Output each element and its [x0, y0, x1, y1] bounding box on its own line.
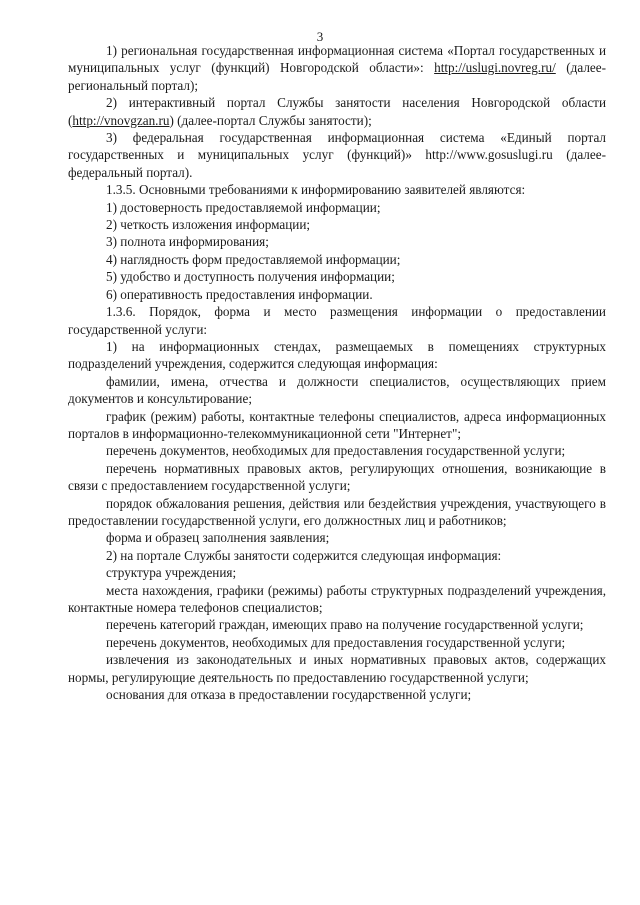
- paragraph-text: 1) региональная государственная информационная система «Портал государственных и муниципальных услуг (функций) Новгородской области»:: [68, 43, 606, 76]
- list-item: 4) наглядность форм предоставляемой информации;: [106, 251, 401, 267]
- list-item: график (режим) работы, контактные телефоны специалистов, адреса информационных порталов в информационно-телекоммуникационной сети "Интернет";: [68, 408, 606, 441]
- list-item: структура учреждения;: [106, 565, 237, 581]
- list-item: порядок обжалования решения, действия или бездействия учреждения, участвующего в предоставлении государственной услуги, его должностных лиц и работников;: [68, 495, 606, 528]
- list-item: 5) удобство и доступность получения информации;: [106, 269, 395, 285]
- paragraph-info-stands: 1) на информационных стендах, размещаемых в помещениях структурных подразделений учреждения, содержится следующая информация:: [68, 338, 606, 372]
- employment-portal-link[interactable]: http://vnovgzan.ru: [72, 112, 170, 128]
- paragraph-regional-portal: [68, 42, 606, 94]
- paragraph-federal-portal: 3) федеральная государственная информационная система «Единый портал государственных и муниципальных услуг (функций)» http://www.gosuslugi.ru (далее-федеральный портал).: [68, 130, 606, 180]
- paragraph-text: (далее-региональный портал);: [68, 60, 607, 93]
- list-item: 1) достоверность предоставляемой информации;: [106, 199, 381, 215]
- paragraph-employment-portal: [68, 94, 606, 129]
- list-item: основания для отказа в предоставлении государственной услуги;: [106, 687, 472, 703]
- regional-portal-link[interactable]: http://uslugi.novreg.ru/: [434, 60, 556, 76]
- list-item: фамилии, имена, отчества и должности специалистов, осуществляющих прием документов и консультирование;: [68, 373, 606, 407]
- paragraph-text: ) (далее-портал Службы занятости);: [169, 112, 372, 128]
- paragraph-text: 2) интерактивный портал Службы занятости населения Новгородской области (: [68, 95, 606, 128]
- list-item: перечень категорий граждан, имеющих право на получение государственной услуги;: [106, 617, 584, 633]
- list-item: извлечения из законодательных и иных нормативных правовых актов, содержащих нормы, регулирующие деятельность по предоставлению государственной услуги;: [68, 652, 606, 685]
- document-body: [68, 42, 606, 703]
- list-item: перечень документов, необходимых для предоставления государственной услуги;: [106, 634, 566, 650]
- paragraph-section-1-3-5: 1.3.5. Основными требованиями к информированию заявителей являются:: [106, 182, 526, 198]
- page-number: 3: [316, 29, 324, 44]
- list-item: перечень документов, необходимых для предоставления государственной услуги;: [106, 443, 566, 459]
- list-item: перечень нормативных правовых актов, регулирующих отношения, возникающие в связи с предоставлением государственной услуги;: [68, 460, 606, 494]
- paragraph-section-1-3-6: 1.3.6. Порядок, форма и место размещения информации о предоставлении государственной услуги:: [68, 304, 606, 337]
- list-item: форма и образец заполнения заявления;: [106, 530, 330, 546]
- list-item: 2) четкость изложения информации;: [106, 217, 311, 233]
- paragraph-portal-info: 2) на портале Службы занятости содержится следующая информация:: [106, 547, 502, 563]
- list-item: места нахождения, графики (режимы) работы структурных подразделений учреждения, контактные номера телефонов специалистов;: [68, 582, 606, 615]
- list-item: 6) оперативность предоставления информации.: [106, 286, 373, 302]
- list-item: 3) полнота информирования;: [106, 234, 269, 250]
